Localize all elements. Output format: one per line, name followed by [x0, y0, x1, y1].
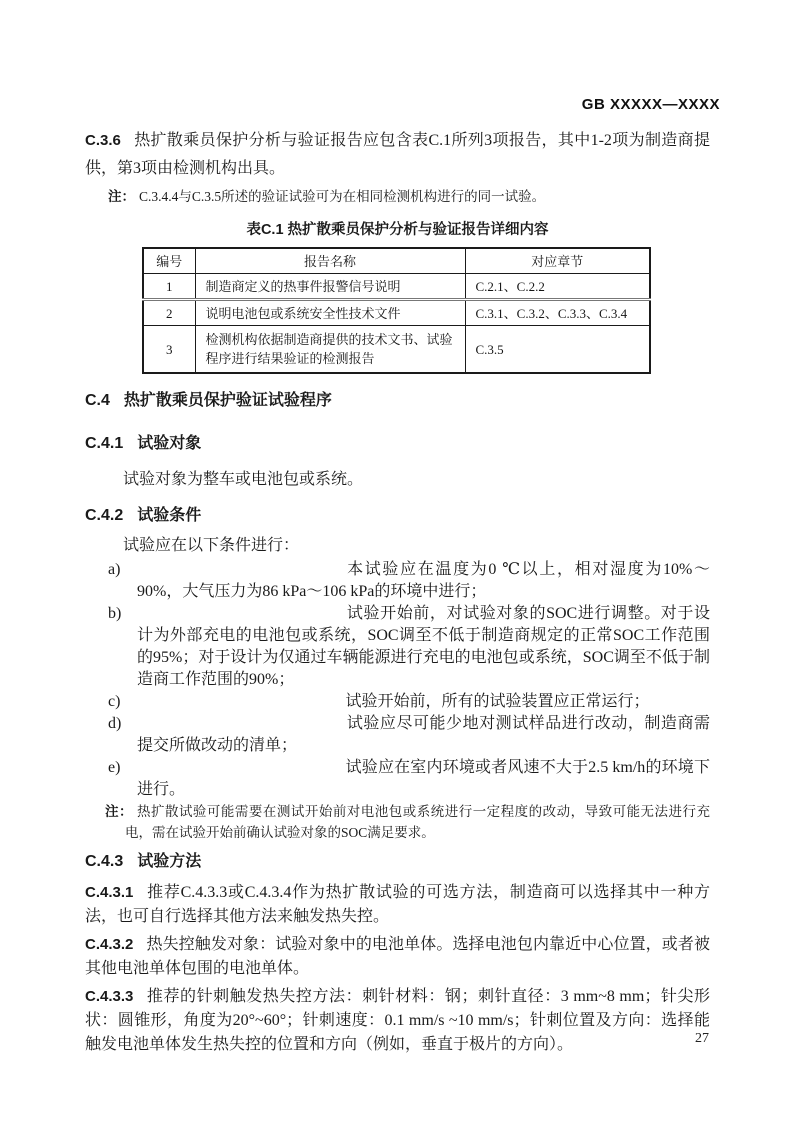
condition-marker: d) — [108, 715, 122, 732]
heading-c41-label: C.4.1 — [85, 435, 124, 452]
clause-c433-label: C.4.3.3 — [85, 988, 134, 1005]
heading-c41-title: 试验对象 — [137, 435, 202, 452]
para-c41: 试验对象为整车或电池包或系统。 — [123, 471, 364, 488]
cell-chapters: C.3.5 — [465, 326, 650, 374]
condition-text: 试验应在室内环境或者风速不大于2.5 km/h的环境下进行。 — [137, 759, 710, 798]
table-row — [143, 326, 650, 374]
condition-text: 试验开始前，对试验对象的SOC进行调整。对于设计为外部充电的电池包或系统，SOC调至不低于制造商规定的正常SOC工作范围的95%；对于设计为仅通过车辆能源进行充电的电池包或系统，SOC调至不低于制造商工作范围的90%； — [137, 605, 710, 688]
note-c36 — [108, 187, 710, 207]
condition-text: 试验应尽可能少地对测试样品进行改动，制造商需提交所做改动的清单； — [137, 715, 710, 754]
clause-c36-label: C.3.6 — [85, 132, 121, 149]
heading-c42 — [85, 505, 710, 527]
cell-report-name: 制造商定义的热事件报警信号说明 — [195, 274, 465, 300]
cell-chapters: C.3.1、C.3.2、C.3.3、C.3.4 — [465, 300, 650, 326]
heading-c4-label: C.4 — [85, 392, 110, 409]
condition-item-a — [85, 559, 710, 603]
note-c42-text: 热扩散试验可能需要在测试开始前对电池包或系统进行一定程度的改动，导致可能无法进行充电，需在试验开始前确认试验对象的SOC满足要求。 — [125, 804, 711, 840]
condition-list — [85, 559, 710, 801]
column-header-name: 报告名称 — [195, 248, 465, 274]
clause-c432-paragraph — [85, 933, 710, 981]
tab-gap — [121, 617, 346, 618]
condition-text: 本试验应在温度为0 ℃以上，相对湿度为10%～90%，大气压力为86 kPa～106 kPa的环境中进行； — [137, 561, 710, 600]
para-c42-intro: 试验应在以下条件进行： — [123, 537, 300, 554]
clause-c431-paragraph — [85, 881, 710, 929]
condition-item-d — [85, 713, 710, 757]
clause-c431-label: C.4.3.1 — [85, 884, 134, 901]
heading-c4-title: 热扩散乘员保护验证试验程序 — [123, 392, 332, 409]
table-c1-title: 表C.1 热扩散乘员保护分析与验证报告详细内容 — [246, 222, 549, 238]
heading-c43-label: C.4.3 — [85, 853, 124, 870]
table-header-row — [143, 248, 650, 274]
heading-c43-title: 试验方法 — [137, 853, 202, 870]
cell-chapters: C.2.1、C.2.2 — [465, 274, 650, 300]
condition-item-c — [85, 691, 710, 713]
note-c36-label: 注： — [108, 189, 135, 204]
condition-item-b — [85, 603, 710, 691]
note-c36-text: C.3.4.4与C.3.5所述的验证试验可为在相同检测机构进行的同一试验。 — [139, 189, 546, 204]
clause-c36-text: 热扩散乘员保护分析与验证报告应包含表C.1所列3项报告，其中1-2项为制造商提供，第3项由检测机构出具。 — [85, 132, 710, 177]
clause-c433-paragraph — [85, 985, 710, 1057]
tab-gap — [120, 705, 345, 706]
cell-report-name: 检测机构依据制造商提供的技术文书、试验程序进行结果验证的检测报告 — [195, 326, 465, 374]
page-number: 27 — [695, 1031, 709, 1046]
heading-c4 — [85, 390, 710, 412]
clause-c433-text: 推荐的针刺触发热失控方法：刺针材料：钢；刺针直径：3 mm~8 mm；针尖形状：圆锥形，角度为20°~60°；针刺速度：0.1 mm/s ~10 mm/s；针刺位置及方向：选择能触发电池单体发生热失控的位置和方向（例如，垂直于极片的方向）。 — [85, 988, 710, 1053]
condition-marker: b) — [108, 605, 122, 622]
note-c42-label: 注： — [105, 804, 133, 819]
column-header-no: 编号 — [143, 248, 195, 274]
clause-c432-label: C.4.3.2 — [85, 936, 134, 953]
table-row — [143, 274, 650, 300]
clause-c431-text: 推荐C.4.3.3或C.4.3.4作为热扩散试验的可选方法，制造商可以选择其中一种方法，也可自行选择其他方法来触发热失控。 — [85, 884, 710, 925]
table-c1 — [142, 247, 651, 374]
clause-c432-text: 热失控触发对象：试验对象中的电池单体。选择电池包内靠近中心位置，或者被其他电池单体包围的电池单体。 — [85, 936, 710, 977]
condition-item-e — [85, 757, 710, 801]
page-content — [85, 0, 710, 1057]
column-header-chapters: 对应章节 — [465, 248, 650, 274]
tab-gap — [120, 573, 345, 574]
tab-gap — [121, 727, 346, 728]
tab-gap — [120, 771, 345, 772]
condition-text: 试验开始前，所有的试验装置应正常运行； — [345, 693, 650, 710]
heading-c42-label: C.4.2 — [85, 507, 124, 524]
heading-c42-title: 试验条件 — [137, 507, 202, 524]
condition-marker: e) — [108, 759, 121, 776]
heading-c43 — [85, 851, 710, 873]
cell-no: 2 — [143, 300, 195, 326]
condition-marker: c) — [108, 693, 121, 710]
doc-code-header: GB XXXXX—XXXX — [581, 96, 720, 113]
cell-no: 1 — [143, 274, 195, 300]
clause-c36-paragraph — [85, 127, 710, 183]
heading-c41 — [85, 433, 710, 455]
cell-report-name: 说明电池包或系统安全性技术文件 — [195, 300, 465, 326]
note-c42 — [85, 801, 710, 843]
table-row — [143, 300, 650, 326]
condition-marker: a) — [108, 561, 121, 578]
cell-no: 3 — [143, 326, 195, 374]
